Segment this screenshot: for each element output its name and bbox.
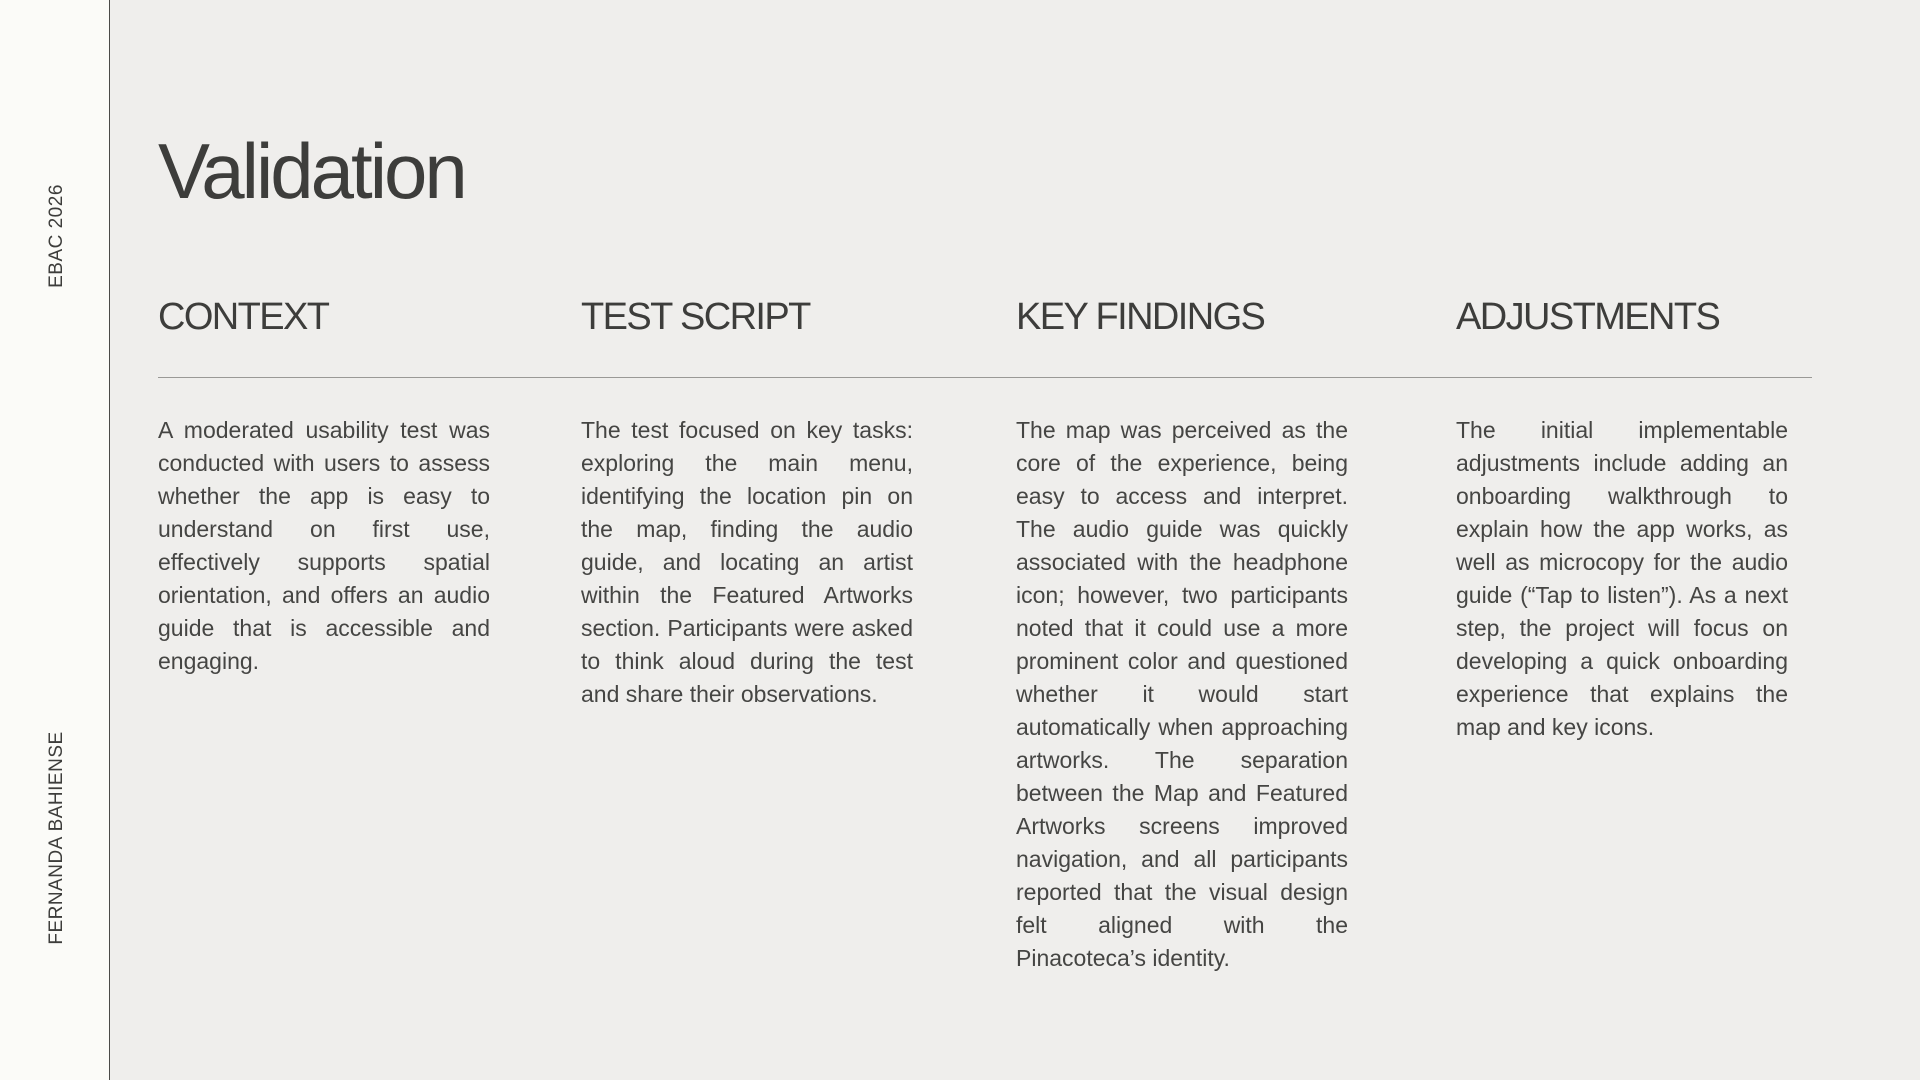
key-findings-heading: KEY FINDINGS <box>1016 296 1265 338</box>
context-text: A moderated usability test was conducted with users to assess whether the app is easy to understand on first use, effectively supports spatial orientation, and offers an audio guide that is accessible and engaging. <box>158 417 490 674</box>
adjustments-heading: ADJUSTMENTS <box>1456 296 1720 338</box>
key-findings-text: The map was perceived as the core of the experience, being easy to access and interpret. The audio guide was quickly associated with the headphone icon; however, two participants noted that it could use a more prominent color and questioned whether it would start automatically when approaching artworks. The separation between the Map and Featured Artworks screens improved navigation, and all participants reported that the visual design felt aligned with the Pinacoteca’s identity. <box>1016 417 1348 971</box>
sidebar-top-label: EBAC 2026 <box>46 184 67 288</box>
sidebar <box>0 0 110 1080</box>
test-script-text: The test focused on key tasks: exploring the main menu, identifying the location pin on the map, finding the audio guide, and locating an artist within the Featured Artworks section. Participants were asked to think aloud during the test and share their observations. <box>581 417 913 707</box>
page-title: Validation <box>158 127 465 215</box>
adjustments-text: The initial implementable adjustments include adding an onboarding walkthrough to explain how the app works, as well as microcopy for the audio guide (“Tap to listen”). As a next step, the project will focus on developing a quick onboarding experience that explains the map and key icons. <box>1456 417 1788 740</box>
context-heading: CONTEXT <box>158 296 329 338</box>
sidebar-author-label: FERNANDA BAHIENSE <box>46 731 67 945</box>
test-script-heading: TEST SCRIPT <box>581 296 810 338</box>
section-divider <box>158 377 1812 378</box>
